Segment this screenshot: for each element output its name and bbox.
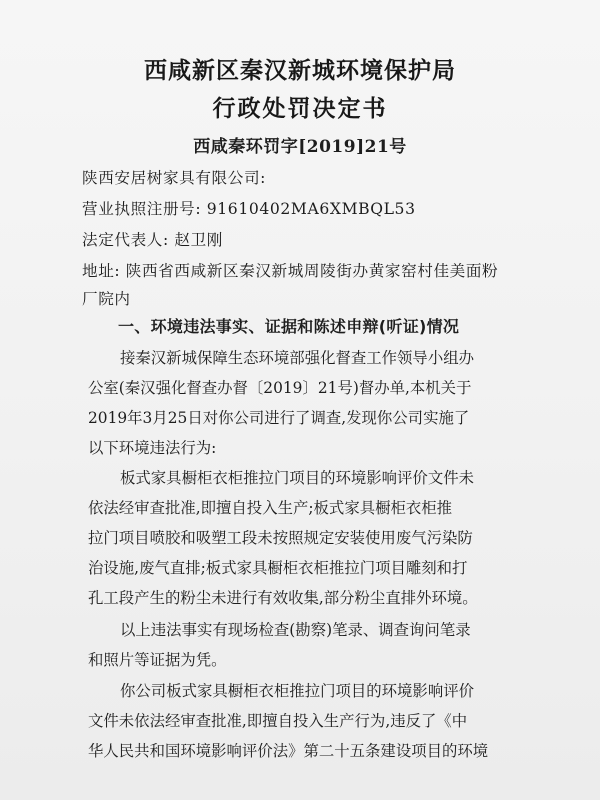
paragraph-line: 孔工段产生的粉尘未进行有效收集,部分粉尘直排外环境。 bbox=[88, 589, 478, 607]
paragraph-investigation bbox=[88, 348, 520, 458]
document-title-agency: 西咸新区秦汉新城环境保护局 bbox=[144, 58, 456, 84]
address-line-2: 厂院内 bbox=[82, 290, 131, 308]
paragraph-line: 治设施,废气直排;板式家具橱柜衣柜推拉门项目雕刻和打 bbox=[88, 559, 468, 577]
paragraph-line: 依法经审查批准,即擅自投入生产;板式家具橱柜衣柜推 bbox=[88, 499, 453, 517]
legal-representative-line: 法定代表人: 赵卫刚 bbox=[82, 231, 223, 249]
address-line-1: 地址: 陕西省西咸新区秦汉新城周陵街办黄家窑村佳美面粉 bbox=[82, 262, 499, 280]
paragraph-line: 接秦汉新城保障生态环境部强化督查工作领导小组办 bbox=[120, 349, 474, 367]
document-title-type: 行政处罚决定书 bbox=[212, 96, 388, 122]
paragraph-evidence bbox=[88, 620, 520, 670]
paragraph-line: 板式家具橱柜衣柜推拉门项目的环境影响评价文件未 bbox=[120, 469, 474, 487]
recipient-line: 陕西安居树家具有限公司: bbox=[82, 169, 266, 187]
paragraph-line: 文件未依法经审查批准,即擅自投入生产行为,违反了《中 bbox=[88, 712, 468, 730]
document-number: 西咸秦环罚字[2019]21号 bbox=[193, 137, 407, 157]
paragraph-line: 华人民共和国环境影响评价法》第二十五条建设项目的环境 bbox=[88, 742, 489, 760]
paragraph-legal-basis bbox=[88, 681, 520, 761]
paragraph-line: 以下环境违法行为: bbox=[88, 439, 217, 457]
paragraph-line: 你公司板式家具橱柜衣柜推拉门项目的环境影响评价 bbox=[120, 682, 474, 700]
paragraph-violations bbox=[88, 468, 520, 608]
section-1-heading: 一、环境违法事实、证据和陈述申辩(听证)情况 bbox=[118, 317, 460, 336]
paragraph-line: 以上违法事实有现场检查(勘察)笔录、调查询问笔录 bbox=[120, 621, 471, 639]
paragraph-line: 和照片等证据为凭。 bbox=[88, 651, 227, 669]
license-number-line: 营业执照注册号: 91610402MA6XMBQL53 bbox=[82, 200, 416, 218]
paragraph-line: 拉门项目喷胶和吸塑工段未按照规定安装使用废气污染防 bbox=[88, 529, 473, 547]
paragraph-line: 2019年3月25日对你公司进行了调查,发现你公司实施了 bbox=[88, 409, 470, 427]
paragraph-line: 公室(秦汉强化督查办督〔2019〕21号)督办单,本机关于 bbox=[88, 379, 472, 397]
